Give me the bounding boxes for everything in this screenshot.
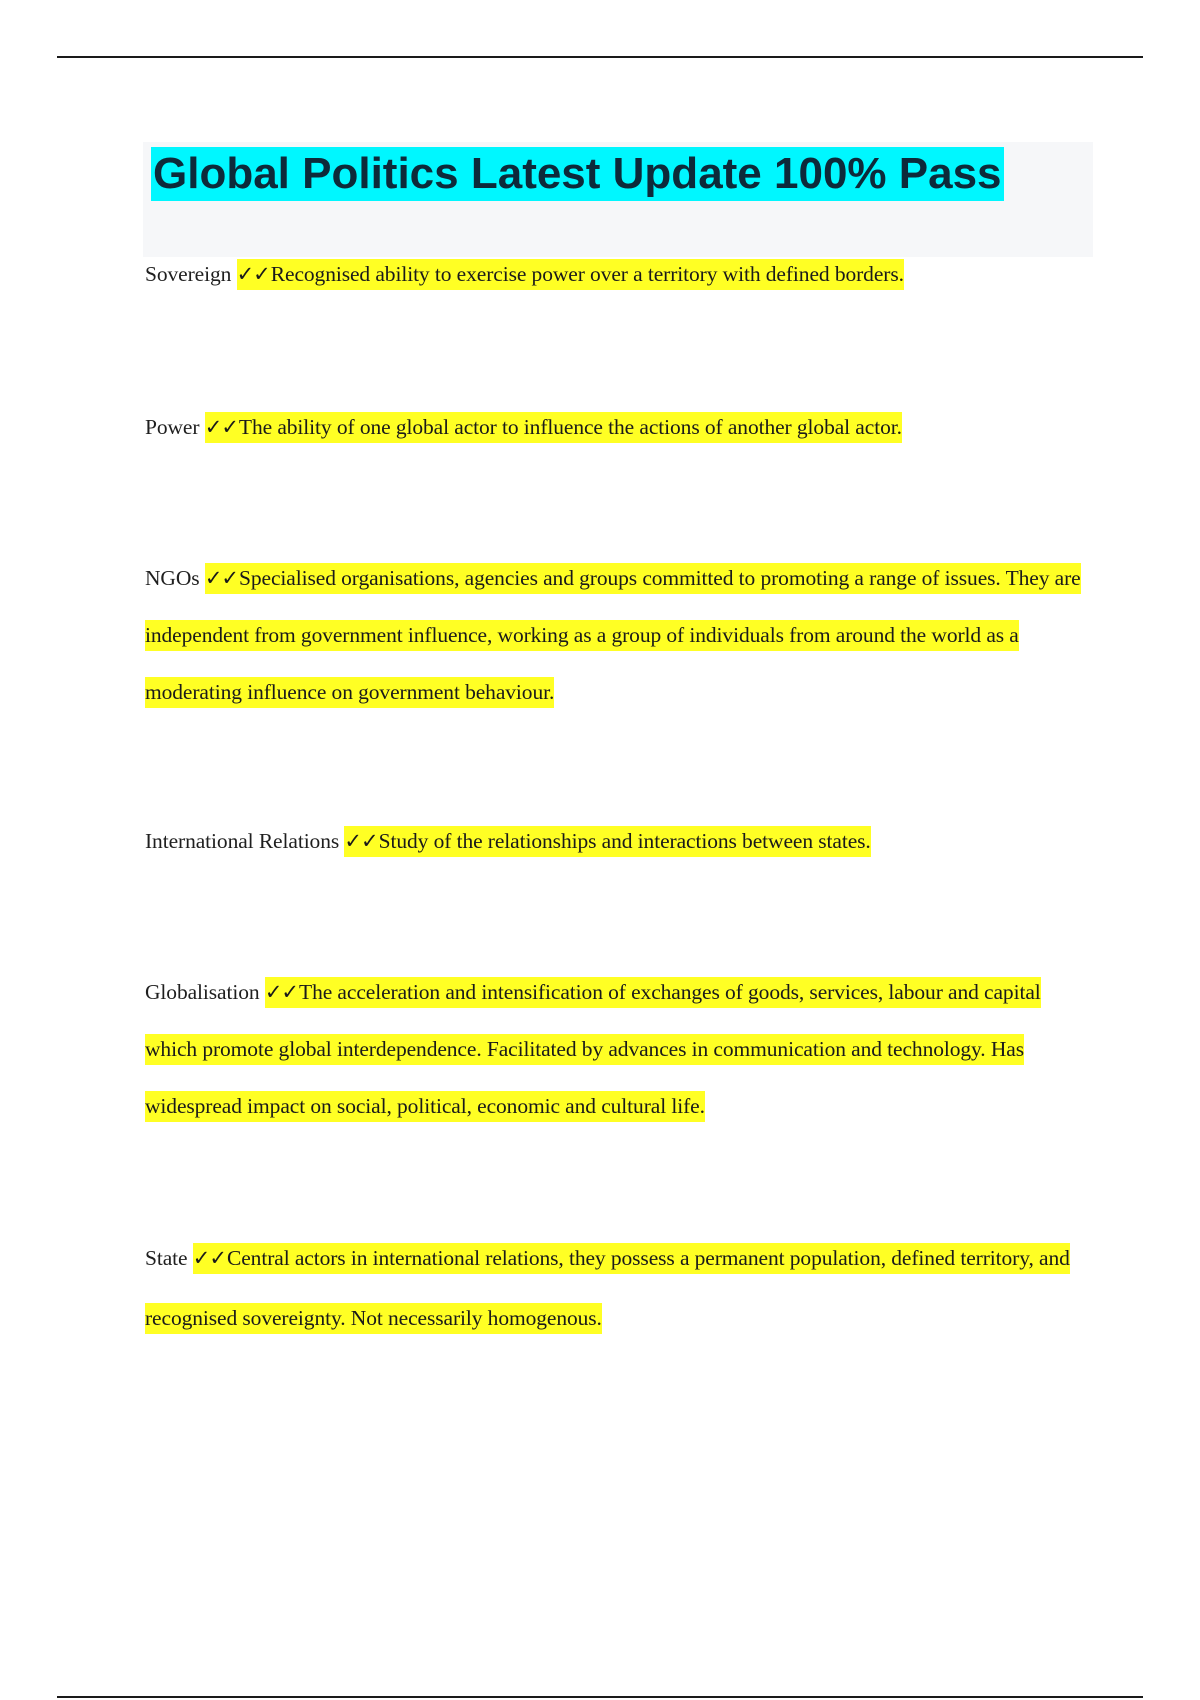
- entry-term: State: [145, 1246, 188, 1270]
- entry-term: International Relations: [145, 829, 340, 853]
- double-check-icon: ✓✓: [192, 1246, 226, 1270]
- double-check-icon: ✓✓: [344, 829, 378, 853]
- double-check-icon: ✓✓: [204, 415, 238, 439]
- header-rule: [57, 56, 1143, 58]
- double-check-icon: ✓✓: [204, 566, 239, 590]
- entry-definition: [344, 826, 870, 857]
- glossary-entry-power: [145, 397, 1095, 458]
- entry-term: Power: [145, 415, 200, 439]
- entry-definition: [237, 259, 904, 290]
- entry-term: NGOs: [145, 566, 200, 590]
- entry-definition-text: Central actors in international relations, they possess a permanent population, defined territory, and recognised sovereignty. Not necessarily homogenous.: [145, 1246, 1070, 1330]
- entry-definition: [205, 412, 902, 443]
- glossary-entry-globalisation: [145, 964, 1095, 1135]
- glossary-entry-sovereign: [145, 244, 1095, 305]
- double-check-icon: ✓✓: [264, 980, 299, 1004]
- double-check-icon: ✓✓: [236, 262, 270, 286]
- glossary-entry-ngos: [145, 550, 1095, 721]
- document-title: Global Politics Latest Update 100% Pass: [151, 147, 1004, 201]
- entry-term: Sovereign: [145, 262, 232, 286]
- entry-definition-text: Study of the relationships and interactions between states.: [378, 829, 871, 853]
- entry-definition-text: The ability of one global actor to influence the actions of another global actor.: [238, 415, 902, 439]
- entry-definition: [145, 563, 1081, 708]
- entry-term: Globalisation: [145, 980, 260, 1004]
- entry-definition-text: The acceleration and intensification of exchanges of goods, services, labour and capital which promote global interdependence. Facilitated by advances in communication and technology. Has widespread impact on social, political, economic and cultural life.: [145, 980, 1041, 1118]
- entry-definition-text: Specialised organisations, agencies and groups committed to promoting a range of issues. They are independent from government influence, working as a group of individuals from around the world as a moderating influence on government behaviour.: [145, 566, 1081, 704]
- footer-rule: [57, 1696, 1143, 1698]
- glossary-entry-international-relations: [145, 811, 1095, 872]
- entry-definition: [145, 977, 1041, 1122]
- entry-definition: [145, 1243, 1070, 1334]
- entry-definition-text: Recognised ability to exercise power over a territory with defined borders.: [270, 262, 904, 286]
- glossary-entry-state: [145, 1228, 1095, 1348]
